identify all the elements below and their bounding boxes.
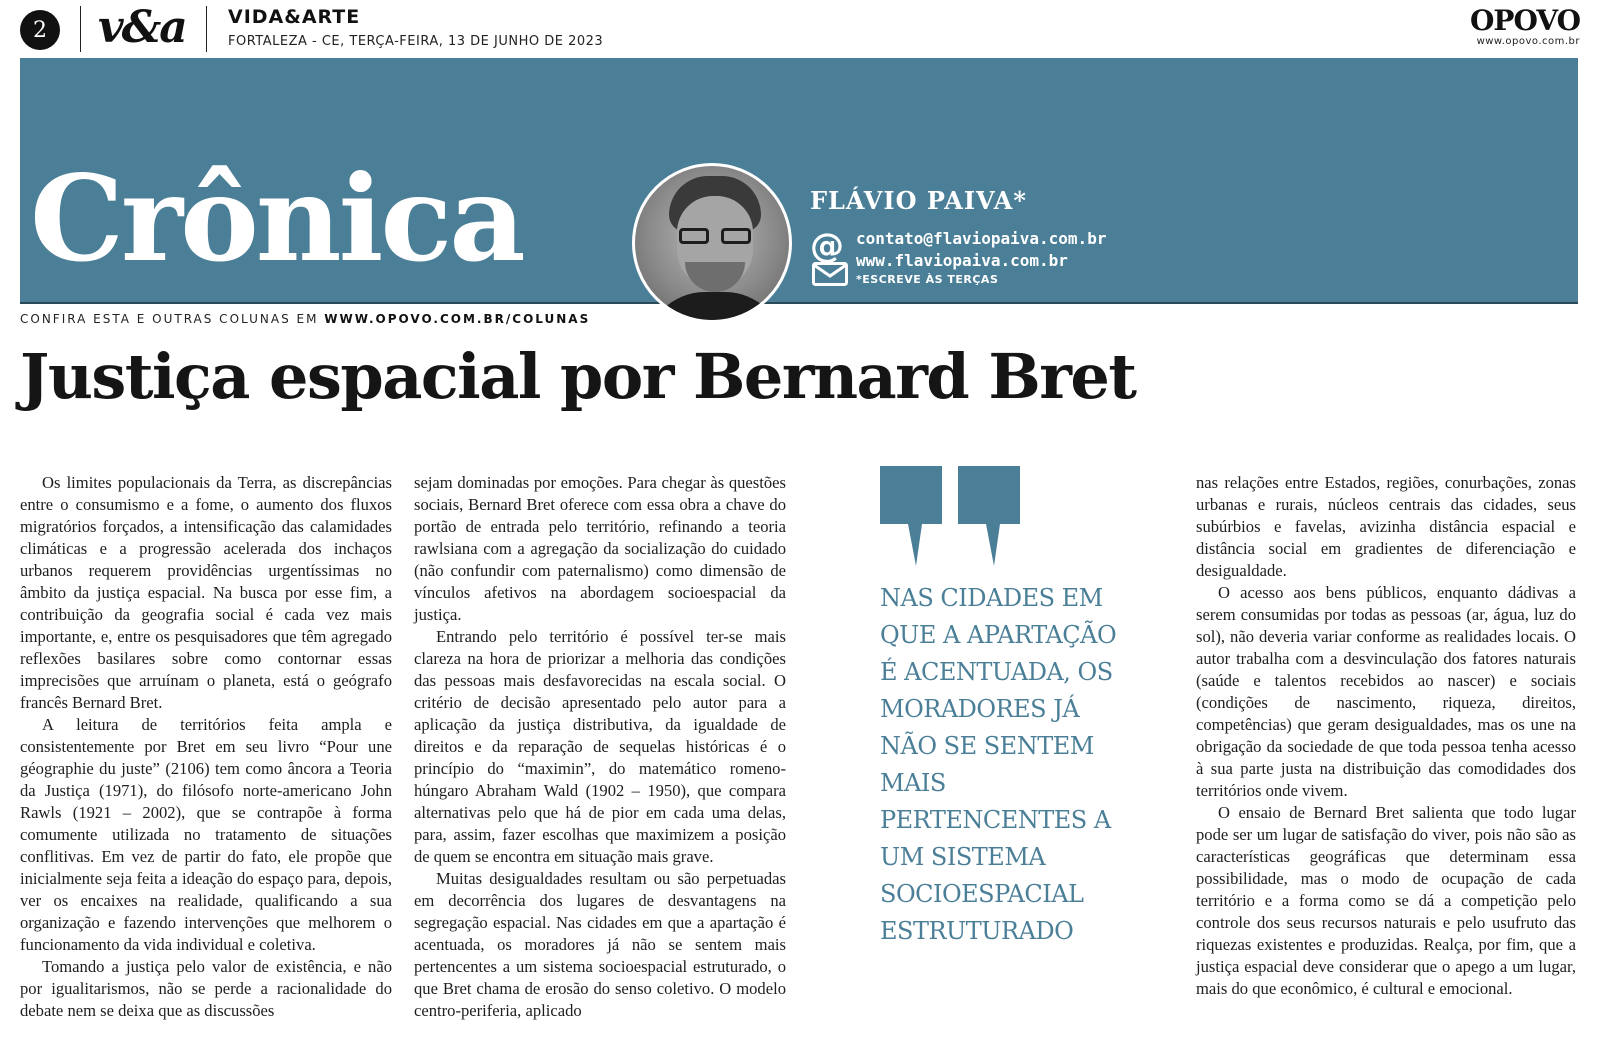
article-column-4 <box>1196 472 1576 1000</box>
vida-arte-logo: v&a <box>98 2 186 53</box>
author-name: FLÁVIO PAIVA* <box>810 186 1027 215</box>
paragraph: Muitas desigualdades resultam ou são perpetuadas em decorrência dos lugares de desvantagens na segregação espacial. Nas cidades em que a apartação é acentuada, os moradores já não se sentem mais pertencentes a um sistema socioespacial estruturado, o que Bret chama de erosão do senso coletivo. O modelo centro-periferia, aplicado <box>414 869 786 1020</box>
paragraph-continued: nas relações entre Estados, regiões, conurbações, zonas urbanas e rurais, núcleos centrais das cidades, seus subúrbios e favelas, avizinha distância espacial e distância social em gradientes de diferenciação e desigualdade. <box>1196 473 1576 580</box>
columns-link[interactable] <box>20 312 590 326</box>
dateline: FORTALEZA - CE, TERÇA-FEIRA, 13 DE JUNHO DE 2023 <box>228 34 604 49</box>
opovo-url[interactable]: www.opovo.com.br <box>1476 36 1580 47</box>
envelope-icon <box>812 262 848 286</box>
masthead-divider <box>206 6 207 52</box>
section-name: VIDA&ARTE <box>228 6 361 28</box>
article-column-2 <box>414 472 786 1022</box>
masthead-bar <box>0 0 1600 58</box>
columns-link-url[interactable]: WWW.OPOVO.COM.BR/COLUNAS <box>324 312 591 326</box>
article-column-1 <box>20 472 392 1022</box>
avatar-beard <box>685 262 745 292</box>
paragraph: Tomando a justiça pelo valor de existência, e não por igualitarismos, não se perde a racionalidade do debate nem se deixa que as discussões <box>20 957 392 1020</box>
schedule-note: *ESCREVE ÀS TERÇAS <box>856 273 999 286</box>
paragraph: A leitura de territórios feita ampla e consistentemente por Bret em seu livro “Pour une géographie du juste” (2106) tem como âncora a Teoria da Justiça (1971), do filósofo norte-americano John Rawls (1921 – 2002), que se contrapõe à forma comumente utilizada no tratamento de situações conflitivas. Em vez de partir do fato, ele propõe que inicialmente seja feita a ideação do espaço para, depois, ver os encaixes na realidade, qualificando a sua organização e fazendo intervenções que melhorem o funcionamento da vida individual e coletiva. <box>20 715 392 954</box>
at-sign-icon: @ <box>810 226 844 266</box>
pull-quote: NAS CIDADES EM QUE A APARTAÇÃO É ACENTUADA, OS MORADORES JÁ NÃO SE SENTEM MAIS PERTENCENTES A UM SISTEMA SOCIOESPACIAL ESTRUTURADO <box>880 584 1117 945</box>
avatar-shirt <box>645 292 785 323</box>
paragraph: O acesso aos bens públicos, enquanto dádivas a serem consumidas por todas as pessoas (ar, água, luz do sol), não deveria variar conforme as realidades locais. O autor trabalha com a desvinculação dos fatores naturais (saúde e talentos recebidos ao nascer) e sociais (condições de nascimento, riqueza, direitos, competências) que geram desigualdades, mas os une na obrigação da sociedade de que toda pessoa tenha acesso à sua parte justa na distribuição das comodidades dos territórios onde vivem. <box>1196 583 1576 800</box>
column-kicker: Crônica <box>30 149 523 288</box>
quote-marks-icon <box>880 466 1024 570</box>
opovo-logo[interactable]: OPOVO <box>1470 4 1580 37</box>
page-number: 2 <box>20 10 60 50</box>
banner-rule <box>20 302 1578 304</box>
author-website-link[interactable]: www.flaviopaiva.com.br <box>856 251 1068 270</box>
paragraph: O ensaio de Bernard Bret salienta que todo lugar pode ser um lugar de satisfação do viver, pois não são as características geográficas que determinam essa possibilidade, mas o modo de ocupação de cada território e a forma como se dá a competição pelo controle dos seus recursos naturais e pelo usufruto das riquezas existentes e produzidas. Realça, por fim, que a justiça espacial deve considerar que o apego a um lugar, mais do que econômico, é cultural e emocional. <box>1196 803 1576 998</box>
paragraph: Os limites populacionais da Terra, as discrepâncias entre o consumismo e a fome, o aumento dos fluxos migratórios forçados, a intensificação das calamidades climáticas e a progressão acelerada dos inchaços urbanos requerem providências urgentíssimas no âmbito da justiça espacial. Na busca por esse fim, a contribuição da geografia social é cada vez mais importante, e, entre os pesquisadores que têm agregado reflexões basilares sobre como contornar essas imprecisões que arruínam o planeta, está o geógrafo francês Bernard Bret. <box>20 473 392 712</box>
masthead-divider <box>80 6 81 52</box>
author-avatar <box>632 163 792 323</box>
author-email-link[interactable]: contato@flaviopaiva.com.br <box>856 229 1107 248</box>
paragraph-continued: sejam dominadas por emoções. Para chegar às questões sociais, Bernard Bret oferece com essa obra a chave do portão de entrada pelo território, refinando a teoria rawlsiana com a agregação da socialização do cuidado (não confundir com paternalismo) como dimensão de vínculos afetivos na abordagem socioespacial da justiça. <box>414 473 786 624</box>
paragraph: Entrando pelo território é possível ter-se mais clareza na hora de priorizar a melhoria das condições das pessoas mais desfavorecidas na escala social. O critério de decisão apresentado pelo autor para a aplicação da justiça distributiva, da igualdade de direitos e da reparação de sequelas históricas é o princípio do “maximin”, do matemático romeno-húngaro Abraham Wald (1902 – 1950), que compara alternativas pelo que há de pior em cada uma delas, para, assim, fazer escolhas que maximizem a posição de quem se encontra em situação mais grave. <box>414 627 786 866</box>
avatar-glasses <box>679 228 751 244</box>
article-title: Justiça espacial por Bernard Bret <box>20 340 1136 413</box>
columns-link-prefix: CONFIRA ESTA E OUTRAS COLUNAS EM <box>20 312 325 326</box>
